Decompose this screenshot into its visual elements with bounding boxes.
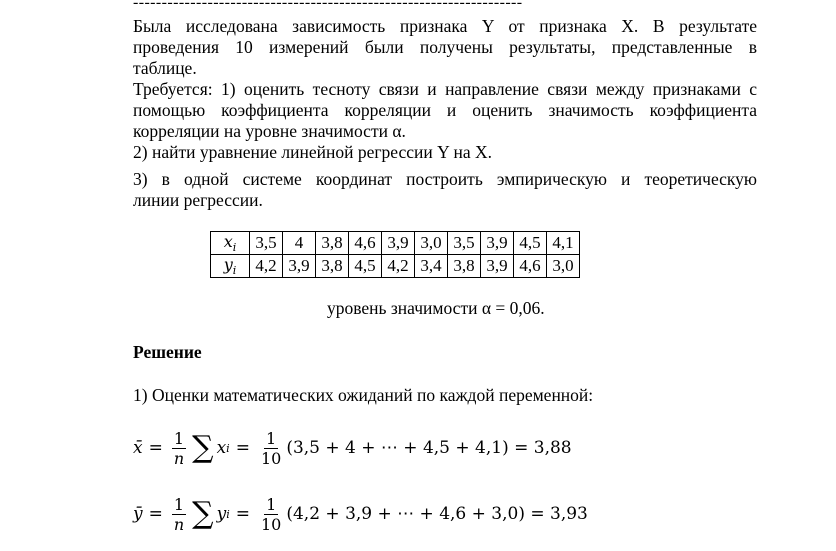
y-variable: y (216, 504, 227, 524)
mean-y-expression: (4,2 + 3,9 + ⋯ + 4,6 + 3,0) = 3,93 (286, 504, 588, 524)
solution-heading: Решение (133, 342, 202, 362)
intro-line-3: таблице. (133, 58, 197, 78)
table-cell: 4,1 (547, 232, 580, 255)
intro-paragraph (133, 16, 757, 79)
table-cell: 3,9 (382, 232, 415, 255)
mean-y-symbol: ȳ (133, 504, 143, 524)
task-line-3: корреляции на уровне значимости α. (133, 121, 406, 141)
table-cell: 3,8 (316, 232, 349, 255)
table-cell: 4,6 (514, 255, 547, 278)
task-item-2-text: 2) найти уравнение линейной регрессии Y на X. (133, 142, 492, 162)
table-cell: 3,5 (448, 232, 481, 255)
sum-symbol: ∑ (192, 430, 214, 465)
fraction-1-over-10: $\frac{1}{10}$ (260, 428, 282, 468)
table-cell: 3,9 (481, 255, 514, 278)
table-cell: 3,0 (547, 255, 580, 278)
step-1-text: 1) Оценки математических ожиданий по каждой переменной: (133, 385, 594, 405)
table-cell: 4,5 (349, 255, 382, 278)
table-cell: 4,6 (349, 232, 382, 255)
equals-sign: = (148, 438, 163, 458)
significance-level: уровень значимости α = 0,06. (327, 298, 545, 318)
task-item-3-line-1: 3) в одной системе координат построить эмпирическую и теоретическую (133, 169, 757, 189)
table-row-y (211, 255, 580, 278)
fraction-1-over-n: $\frac{1}{n}$ (173, 428, 185, 468)
table-cell: 4,2 (250, 255, 283, 278)
fraction-1-over-10: $\frac{1}{10}$ (260, 494, 282, 534)
table-cell: 4,2 (382, 255, 415, 278)
task-paragraph (133, 79, 757, 142)
x-header-cell: $x_i$ (211, 232, 250, 255)
equals-sign: = (148, 504, 163, 524)
task-item-2 (133, 142, 757, 163)
x-variable: x (216, 438, 227, 458)
separator-line: -------------------------------------------------------------------- (133, 0, 523, 11)
y-header-cell: $y_i$ (211, 255, 250, 278)
table-cell: 4,5 (514, 232, 547, 255)
task-line-2: помощью коэффициента корреляции и оценить значимость коэффициента (133, 100, 757, 120)
task-line-1: Требуется: 1) оценить тесноту связи и направление связи между признаками с (133, 79, 757, 99)
table-row-x (211, 232, 580, 255)
table-cell: 3,5 (250, 232, 283, 255)
mean-x-expression: (3,5 + 4 + ⋯ + 4,5 + 4,1) = 3,88 (286, 438, 572, 458)
equals-sign: = (235, 504, 250, 524)
table-cell: 3,8 (316, 255, 349, 278)
task-item-3 (133, 169, 757, 211)
table-cell: 3,9 (283, 255, 316, 278)
table-cell: 3,9 (481, 232, 514, 255)
intro-line-2: проведения 10 измерений были получены результаты, представленные в (133, 37, 757, 57)
task-item-3-line-2: линии регрессии. (133, 190, 263, 210)
fraction-1-over-n: $\frac{1}{n}$ (173, 494, 185, 534)
data-table (210, 231, 580, 278)
mean-y-formula: ȳ = $\frac{1}{n}$ ∑ y i = $\frac{1}{10}$ (4,2 + 3,9 + ⋯ + 4,6 + 3,0) = 3,93 (133, 494, 588, 534)
table-cell: 3,4 (415, 255, 448, 278)
table-cell: 4 (283, 232, 316, 255)
table-cell: 3,8 (448, 255, 481, 278)
mean-x-formula: x̄ = $\frac{1}{n}$ ∑ x i = $\frac{1}{10}$ (3,5 + 4 + ⋯ + 4,5 + 4,1) = 3,88 (133, 428, 572, 468)
intro-line-1: Была исследована зависимость признака Y от признака X. В результате (133, 16, 757, 36)
equals-sign: = (235, 438, 250, 458)
table-cell: 3,0 (415, 232, 448, 255)
sum-symbol: ∑ (192, 496, 214, 531)
mean-x-symbol: x̄ (133, 438, 143, 458)
